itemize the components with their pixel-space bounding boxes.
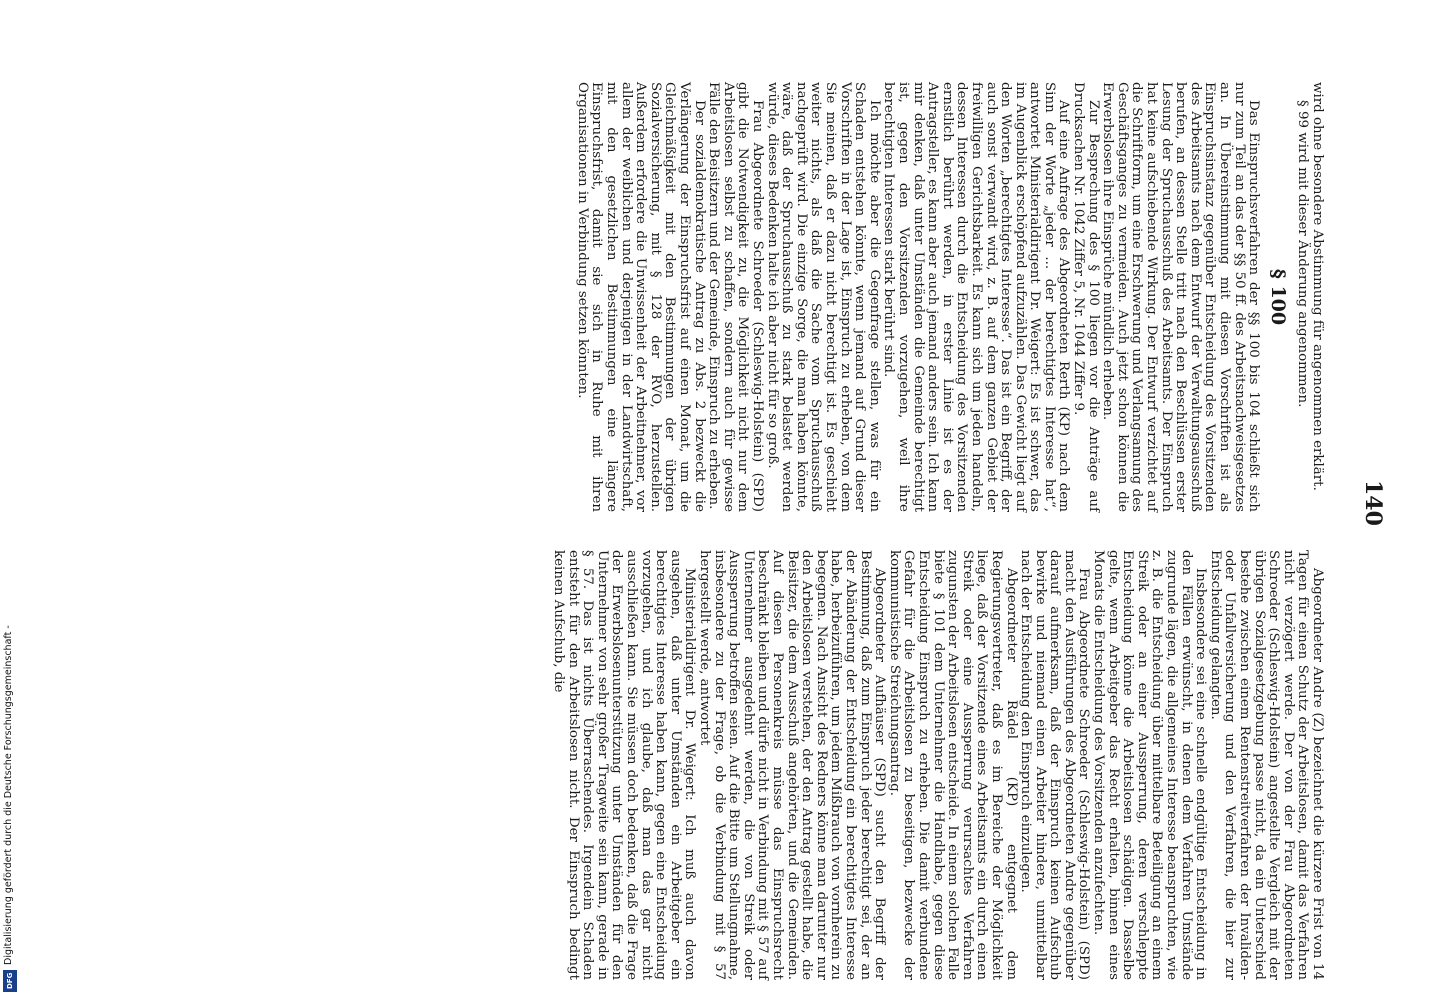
footer-strip: [0, 0, 22, 1000]
paragraph: Der sozialdemokratische Antrag zu Abs. 2 bezweckt die Verlängerung der Einspruchsfrist auf einen Monat, um die Gleichmäßigkeit mit den Bestimmungen der übrigen Sozialversicherung, mit § 128 der RVO, herzustellen. Außerdem erfordere die Unwissenheit der Arbeitnehmer, vor allem der weiblichen und derjenigen in der Landwirtschaft, mit den gesetzlichen Bestimmungen eine längere Einspruchsfrist, damit sie sich in Ruhe mit ihren Organisationen in Verbindung setzen könnten.: [574, 82, 707, 512]
left-column: [574, 82, 1324, 512]
paragraph: Ich möchte aber die Gegenfrage stellen, was für ein Schaden entstehen könnte, wenn jemand auf Grund dieser Vorschriften in der Lage ist, Einspruch zu erheben, von dem Sie meinen, daß er dazu nicht berechtigt ist. Es geschieht weiter nichts, als daß die Sache vom Spruchausschuß nachgeprüft wird. Die einzige Sorge, die man haben könnte, wäre, daß der Spruchausschuß zu stark belastet werden würde, dieses Bedenken halte ich aber nicht für so groß.: [764, 82, 882, 512]
section-heading: § 100: [1266, 268, 1289, 326]
digitization-credit: Digitalisierung gefördert durch die Deutsche Forschungsgemeinschaft -: [3, 625, 14, 965]
paragraph: Ministerialdirigent Dr. Weigert: Ich muß auch davon ausgehen, daß unter Umständen ein Arbeitgeber ein berechtigtes Interesse haben kann, gegen eine Entscheidung vorzugehen, und ich glaube, daß man das gar nicht ausschließen kann. Sie müssen doch bedenken, daß die Frage der Erwerbslosenunterstützung unter Umständen für den Unternehmer von sehr großer Tragweite sein kann, gerade in § 57. Das ist nichts Überraschendes. Irgendein Schaden entsteht für den Arbeitslosen nicht. Der Einspruch bedingt keinen Aufschub, die: [551, 550, 698, 980]
rotated-page: [40, 0, 1434, 1000]
paragraph: Zur Besprechung des § 100 liegen vor die Anträge auf Drucksachen Nr. 1042 Ziffer 5, Nr. 1044 Ziffer 9.: [1071, 82, 1101, 512]
paragraph: Frau Abgeordnete Schroeder (Schleswig-Holstein) (SPD) gibt die Notwendigkeit zu, die Möglichkeit nicht nur dem Arbeitslosen selbst zu schaffen, sondern auch für gewisse Fälle den Beisitzern und der Gemeinde, Einspruch zu erheben.: [706, 82, 766, 512]
paragraph: Abgeordneter Andre (Z) bezeichnet die kürzere Frist von 14 Tagen für einen Schutz der Arbeitslosen, damit das Verfahren nicht verzögert werde. Der von der Frau Abgeordneten Schroeder (Schleswig-Holstein) angestellte Vergleich mit der übrigen Sozialgesetzgebung passe nicht, da ein Unterschied bestehe zwischen einem Rentenstreitverfahren der Invaliden- oder Unfallversicherung und den Verfahren, die hier zur Entscheidung gelangten.: [1207, 550, 1325, 980]
paragraph: Frau Abgeordnete Schroeder (Schleswig-Holstein) (SPD) macht den Ausführungen des Abgeordneten Andre gegenüber darauf aufmerksam, daß der Einspruch keinen Aufschub bewirke und niemand einen Arbeiter hindere, unmittelbar nach der Entscheidung den Einspruch einzulegen.: [1018, 550, 1092, 980]
page-number: 140: [1360, 480, 1386, 526]
paragraph: Auf eine Anfrage des Abgeordneten Rerth (KP) nach dem Sinn der Worte „jeder ... der berechtigtes Interesse hat“, antwortet Ministerialdirigent Dr. Weigert: Es ist schwer, das im Augenblick erschöpfend aufzuzählen. Das Gewicht liegt auf den Worten „berechtigtes Interesse“. Das ist ein Begriff, der auch sonst verwandt wird, z. B. auf dem ganzen Gebiet der freiwilligen Gerichtsbarkeit. Es kann sich um jeden handeln, dessen Interessen durch die Entscheidung des Vorsitzenden ernstlich berührt werden, in erster Linie ist es der Antragsteller, es kann aber auch jemand anders sein. Ich kann mir denken, daß unter Umständen die Gemeinde berechtigt ist, gegen den Vorsitzenden vorzugehen, weil ihre berechtigten Interessen stark berührt sind.: [881, 82, 1072, 512]
paragraph: Abgeordneter Aufhäuser (SPD) sucht den Begriff der Bestimmung, daß zum Einspruch jeder berechtigt sei, der an der Abänderung der Entscheidung ein berechtigtes Interesse habe, herbeizuführen, um jedem Mißbrauch von vornherein zu begegnen. Nach Ansicht des Redners könne man darunter nur den Arbeitslosen verstehen, der den Antrag gestellt habe, die Beisitzer, die dem Ausschuß angehörten, und die Gemeinden. Auf diesen Personenkreis müsse das Einspruchsrecht beschränkt bleiben und dürfe nicht in Verbindung mit § 57 auf Unternehmer ausgedehnt werden, die von Streik oder Aussperrung betroffen seien. Auf die Bitte um Stellungnahme, insbesondere zu der Frage, ob die Verbindung mit § 57 hergestellt werde, antwortet: [697, 550, 888, 980]
paragraph: wird ohne besondere Abstimmung für angenommen erklärt.: [1310, 82, 1325, 491]
paragraph: § 99 wird mit dieser Änderung angenommen.: [1295, 100, 1311, 408]
paragraph: Insbesondere sei eine schnelle endgültige Entscheidung in den Fällen erwünscht, in denen dem Verfahren Umstände zugrunde lägen, die allgemeines Interesse beanspruchten, wie z. B. die Entscheidung über mittelbare Beteiligung an einem Streik oder an einer Aussperrung, deren verschleppte Entscheidung könne die Arbeitslosen schädigen. Dasselbe gelte, wenn Arbeitgeber das Recht erhalten, binnen eines Monats die Entscheidung des Vorsitzenden anzufechten.: [1091, 550, 1209, 980]
paragraph: Abgeordneter Rädel (KP) entgegnet dem Regierungsvertreter, daß es im Bereiche der Möglichkeit liege, daß der Vorsitzende eines Arbeitsamts ein durch einen Streik oder eine Aussperrung verursachtes Verfahren zugunsten der Arbeitslosen entscheide. In einem solchen Falle biete § 101 dem Unternehmer die Handhabe, gegen diese Entscheidung Einspruch zu erheben. Die damit verbundene Gefahr für die Arbeitslosen zu beseitigen, bezwecke der kommunistische Streichungsantrag.: [886, 550, 1019, 980]
paragraph: Das Einspruchsverfahren der §§ 100 bis 104 schließt sich nur zum Teil an das der §§ 50 ff. des Arbeitsnachweisgesetzes an. In Übereinstimmung mit diesen Vorschriften ist als Einspruchsinstanz gegenüber Entscheidung des Vorsitzenden des Arbeitsamts nach dem Entwurf der Verwaltungsausschuß berufen, an dessen Stelle tritt nach den Beschlüssen erster Lesung der Spruchausschuß des Arbeitsamts. Der Einspruch hat keine aufschiebende Wirkung. Der Entwurf verzichtet auf die Schriftform, um eine Erschwerung und Verlangsamung des Geschäftsganges zu vermeiden. Auch jetzt schon können die Erwerbslosen ihre Einsprüche mündlich erheben.: [1100, 82, 1262, 512]
right-column: [551, 550, 1324, 980]
dfg-logo: DFG: [3, 970, 17, 992]
